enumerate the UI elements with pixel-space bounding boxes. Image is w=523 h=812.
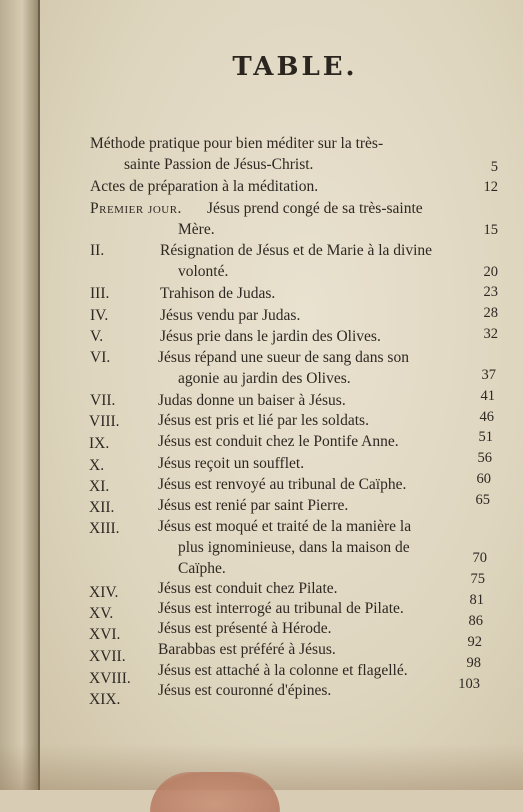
toc-page-number: 98 — [466, 655, 481, 671]
toc-entry-text: Jésus est moqué et traité de la manière la — [158, 518, 412, 535]
toc-page-number: 5 — [490, 159, 498, 175]
toc-page-number: 12 — [483, 179, 498, 195]
toc-page-number: 46 — [479, 409, 494, 425]
toc-entry-number: V. — [90, 328, 104, 345]
page-title: TABLE. — [232, 52, 358, 82]
toc-entry-text: Jésus vendu par Judas. — [160, 307, 301, 324]
toc-entry-text: Jésus prend congé de sa très-sainte — [207, 200, 423, 217]
toc-entry-text: Jésus est présenté à Hérode. — [158, 620, 332, 637]
toc-entry-text: Jésus répand une sueur de sang dans son — [158, 349, 409, 366]
toc-entry-number: XIX. — [89, 691, 121, 708]
toc-entry-number: XIII. — [89, 520, 120, 537]
toc-entry-number: XI. — [89, 478, 110, 495]
toc-page-number: 103 — [458, 676, 480, 692]
toc-entry-text: agonie au jardin des Olives. — [178, 370, 351, 387]
toc-page-number: 65 — [475, 492, 490, 508]
toc-entry-text: Trahison de Judas. — [160, 285, 276, 302]
toc-entry-text: Judas donne un baiser à Jésus. — [158, 392, 346, 409]
toc-entry-number: VIII. — [89, 413, 120, 430]
toc-entry-number: XVIII. — [89, 670, 131, 687]
toc-entry-text: Jésus est couronné d'épines. — [158, 682, 332, 699]
toc-entry-text: Jésus reçoit un soufflet. — [158, 455, 305, 472]
toc-entry-text: Mère. — [178, 221, 215, 238]
toc-entry-text: Jésus est renvoyé au tribunal de Caïphe. — [158, 476, 407, 493]
toc-entry-number: II. — [90, 242, 105, 259]
toc-line — [90, 176, 318, 198]
toc-entry-number: VII. — [90, 392, 116, 409]
toc-page-number: 92 — [467, 634, 482, 650]
toc-entry-number: Premier jour. — [90, 200, 182, 217]
toc-entry-number: IX. — [89, 435, 110, 452]
toc-entry-number: XVII. — [89, 648, 126, 665]
toc-line — [124, 154, 313, 176]
toc-entry-number: IV. — [90, 307, 109, 324]
toc-entry-number: XIV. — [89, 584, 119, 601]
toc-entry-number: VI. — [90, 349, 111, 366]
toc-entry-text: Résignation de Jésus et de Marie à la divine — [160, 242, 433, 259]
toc-entry-text: Jésus prie dans le jardin des Olives. — [160, 328, 381, 345]
toc-page-number: 86 — [468, 613, 483, 629]
toc-entry-text: Caïphe. — [178, 560, 226, 577]
toc-entry-number: XII. — [89, 499, 115, 516]
toc-page-number: 60 — [476, 471, 491, 487]
toc-page-number: 81 — [469, 592, 484, 608]
toc-page-number: 28 — [483, 305, 498, 321]
toc-entry-text: Barabbas est préféré à Jésus. — [158, 641, 336, 658]
toc-page-number: 20 — [483, 264, 498, 280]
toc-entry-number: III. — [90, 285, 110, 302]
toc-entry-text: Méthode pratique pour bien méditer sur la très- — [90, 135, 384, 152]
toc-entry-text: Jésus est conduit chez le Pontife Anne. — [158, 433, 399, 450]
toc-entry-text: Jésus est pris et lié par les soldats. — [158, 412, 369, 429]
toc-page-number: 32 — [483, 326, 498, 342]
toc-page-number: 51 — [478, 429, 493, 445]
toc-entry-text: Actes de préparation à la méditation. — [90, 178, 319, 195]
toc-entry-text: plus ignominieuse, dans la maison de — [178, 539, 410, 556]
toc-entry-text: Jésus est interrogé au tribunal de Pilate. — [158, 600, 404, 617]
toc-entry-number: XVI. — [89, 626, 121, 643]
toc-page-number: 37 — [481, 367, 496, 383]
toc-entry-number: XV. — [89, 605, 114, 622]
toc-page-number: 75 — [470, 571, 485, 587]
toc-entry-number: X. — [89, 457, 105, 474]
toc-line — [90, 133, 383, 155]
toc-page-number: 15 — [483, 222, 498, 238]
toc-page-number: 41 — [480, 388, 495, 404]
toc-page-number: 56 — [477, 450, 492, 466]
toc-entry-text: Jésus est attaché à la colonne et flagellé. — [158, 662, 408, 679]
toc-entry-text: volonté. — [178, 263, 229, 280]
fingertip — [150, 772, 280, 812]
toc-entry-text: sainte Passion de Jésus-Christ. — [124, 156, 314, 173]
book-spine — [0, 0, 40, 790]
toc-entry-text: Jésus est renié par saint Pierre. — [158, 497, 349, 514]
toc-page-number: 70 — [472, 550, 487, 566]
toc-entry-text: Jésus est conduit chez Pilate. — [158, 580, 338, 597]
toc-page-number: 23 — [483, 284, 498, 300]
